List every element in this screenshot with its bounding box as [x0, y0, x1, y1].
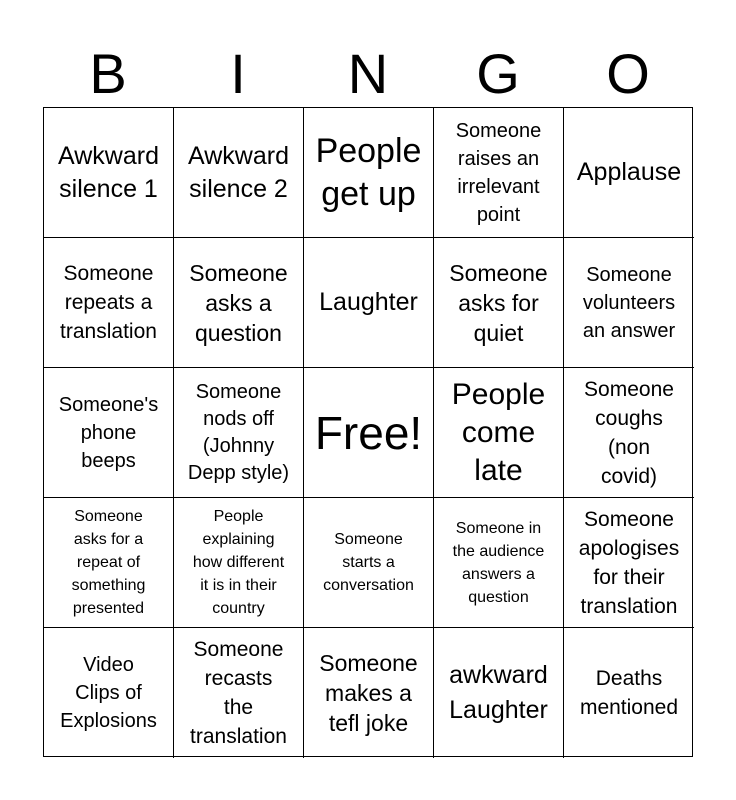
cell-text: People get up — [315, 131, 422, 213]
bingo-header — [43, 40, 693, 108]
bingo-cell-22[interactable] — [174, 628, 304, 758]
cell-text: Awkward silence 2 — [188, 141, 289, 203]
header-letter-b: B — [89, 42, 127, 105]
cell-text: Someone raises an irrelevant point — [455, 119, 542, 226]
cell-text: Someone asks a question — [189, 259, 288, 346]
bingo-cell-1[interactable] — [44, 108, 174, 238]
bingo-cell-24[interactable] — [434, 628, 564, 758]
header-letter-i: I — [230, 42, 246, 105]
bingo-cell-17[interactable] — [174, 498, 304, 628]
bingo-cell-16[interactable] — [44, 498, 174, 628]
bingo-cell-9[interactable] — [434, 238, 564, 368]
bingo-cell-19[interactable] — [434, 498, 564, 628]
bingo-cell-4[interactable] — [434, 108, 564, 238]
cell-text: Applause — [576, 158, 682, 186]
bingo-cell-25[interactable] — [564, 628, 694, 758]
cell-text: Someone coughs (non covid) — [584, 377, 674, 488]
bingo-cell-11[interactable] — [44, 368, 174, 498]
bingo-cell-8[interactable] — [304, 238, 434, 368]
cell-text: Someone repeats a translation — [60, 262, 157, 343]
cell-text: Someone starts a conversation — [323, 531, 414, 594]
cell-text: Someone in the audience answers a question — [452, 519, 545, 606]
cell-text: Someone's phone beeps — [58, 393, 159, 472]
bingo-cell-2[interactable] — [174, 108, 304, 238]
bingo-cell-3[interactable] — [304, 108, 434, 238]
free-space-text: Free! — [314, 406, 423, 459]
bingo-cell-20[interactable] — [564, 498, 694, 628]
bingo-cell-15[interactable] — [564, 368, 694, 498]
cell-text: People come late — [451, 377, 546, 487]
bingo-cell-18[interactable] — [304, 498, 434, 628]
bingo-cell-6[interactable] — [44, 238, 174, 368]
cell-text: Laughter — [319, 288, 418, 316]
bingo-cell-21[interactable] — [44, 628, 174, 758]
bingo-cell-12[interactable] — [174, 368, 304, 498]
bingo-cell-10[interactable] — [564, 238, 694, 368]
bingo-card — [43, 107, 693, 757]
cell-text: Someone asks for quiet — [449, 259, 548, 346]
bingo-cell-free[interactable] — [304, 368, 434, 498]
cell-text: Someone asks for a repeat of something presented — [71, 508, 146, 617]
header-letter-n: N — [347, 42, 389, 105]
cell-text: awkward Laughter — [449, 661, 548, 724]
cell-text: People explaining how different it is in their country — [192, 508, 285, 617]
bingo-cell-7[interactable] — [174, 238, 304, 368]
cell-text: Someone volunteers an answer — [582, 263, 676, 342]
cell-text: Awkward silence 1 — [58, 141, 159, 203]
cell-text: Someone nods off (Johnny Depp style) — [187, 380, 290, 484]
cell-text: Someone recasts the translation — [190, 638, 287, 748]
cell-text: Someone apologises for their translation — [578, 507, 680, 618]
bingo-cell-14[interactable] — [434, 368, 564, 498]
cell-text: Someone makes a tefl joke — [319, 650, 418, 736]
cell-text: Deaths mentioned — [579, 667, 679, 719]
bingo-cell-5[interactable] — [564, 108, 694, 238]
cell-text: Video Clips of Explosions — [60, 654, 157, 732]
bingo-cell-23[interactable] — [304, 628, 434, 758]
header-letter-g: G — [476, 42, 520, 105]
header-letter-o: O — [606, 42, 650, 105]
